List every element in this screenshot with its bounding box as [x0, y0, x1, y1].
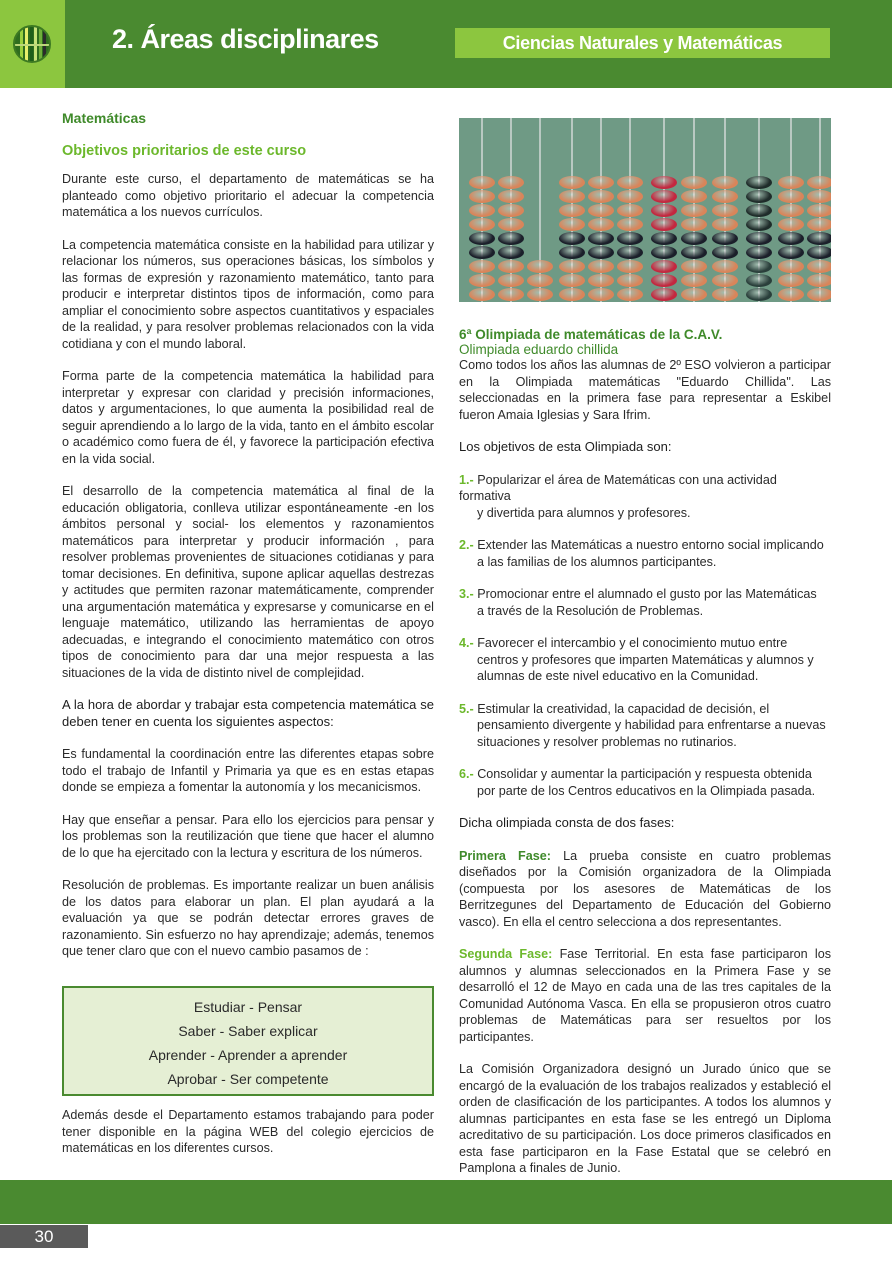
abacus-bead [617, 176, 643, 189]
abacus-bead [746, 176, 772, 189]
abacus-bead [807, 274, 831, 287]
abacus-bead [617, 246, 643, 259]
school-logo-icon [13, 25, 51, 63]
abacus-bead [617, 218, 643, 231]
paragraph: Forma parte de la competencia matemática la habilidad para interpretar y expresar con claridad y precisión informaciones, datos y argumentaciones, lo que aumenta la posibilidad real de seguir aprendiendo a lo largo de la vida, tanto en el ámbito escolar o académico como fuera de él, y favorece la participación efectiva en la vida social. [62, 369, 434, 466]
abacus-bead [712, 288, 738, 301]
abacus-bead [651, 190, 677, 203]
abacus-bead [498, 232, 524, 245]
abacus-bead [617, 288, 643, 301]
box-line: Saber - Saber explicar [178, 1023, 318, 1039]
abacus-bead [469, 176, 495, 189]
abacus-bead [588, 218, 614, 231]
phase-2-paragraph: Segunda Fase: Fase Territorial. En esta fase participaron los alumnos y alumnas seleccionados en la Primera Fase y se desarrolló el 12 de Mayo en cada una de las tres capitales de la Comunidad Autónoma Vasca. En ella se propusieron otros cuatro problemas de Matemáticas para ser resueltos por los participantes. [459, 947, 831, 1044]
objective-number: 3.- [459, 587, 474, 601]
objective-number: 2.- [459, 538, 474, 552]
abacus-bead [469, 246, 495, 259]
abacus-bead [469, 190, 495, 203]
abacus-bead [807, 190, 831, 203]
abacus-bead [617, 274, 643, 287]
objective-item [459, 472, 831, 522]
box-line: Aprobar - Ser competente [167, 1071, 329, 1087]
abacus-bead [559, 246, 585, 259]
footer-band [0, 1180, 892, 1224]
objective-item [459, 537, 831, 570]
abacus-bead [588, 232, 614, 245]
box-line: Aprender - Aprender a aprender [148, 1047, 348, 1063]
abacus-bead [681, 232, 707, 245]
objective-number: 4.- [459, 636, 474, 650]
abacus-bead [681, 176, 707, 189]
objective-text: Favorecer el intercambio y el conocimiento mutuo entre [477, 636, 788, 650]
abacus-bead [559, 288, 585, 301]
objective-item [459, 586, 831, 619]
abacus-bead [712, 176, 738, 189]
objective-item [459, 701, 831, 751]
phase-1-paragraph: Primera Fase: La prueba consiste en cuatro problemas diseñados por la Comisión organizadora de la Olimpiada (compuesta por los asesores de Matemáticas de los Berritzegunes del Departamento de Educación del Gobierno vasco). En ella el centro selecciona a dos representantes. [459, 848, 831, 929]
objective-text-continued: a través de la Resolución de Problemas. [477, 603, 704, 618]
abacus-bead [712, 190, 738, 203]
abacus-bead [498, 218, 524, 231]
abacus-bead [559, 176, 585, 189]
objective-number: 6.- [459, 767, 474, 781]
abacus-bead [778, 274, 804, 287]
abacus-bead [681, 288, 707, 301]
abacus-bead [651, 218, 677, 231]
box-line: Estudiar - Pensar [193, 999, 303, 1015]
paragraph: El desarrollo de la competencia matemática al final de la educación obligatoria, conlleva utilizar espontáneamente -en los ámbitos personal y social- los elementos y razonamientos matemáticos para interpretar y producir información , para resolver problemas provenientes de situaciones cotidianas y para tomar decisiones. En definitiva, supone aplicar aquellas destrezas y actitudes que permiten razonar matemáticamente, comprender una argumentación matemática y expresarse y comunicarse en el lenguaje matemático, utilizando las herramientas de apoyo adecuadas, e integrando el conocimiento matemático con otros tipos de conocimiento para dar una mejor respuesta a las situaciones de la vida de distinto nivel de complejidad. [62, 484, 434, 680]
paragraph: Durante este curso, el departamento de matemáticas se ha planteado como objetivo prioritario el adecuar la competencia matemática a los nuevos currículos. [62, 172, 434, 219]
left-column [62, 110, 434, 960]
abacus-bead [559, 232, 585, 245]
abacus-bead [527, 288, 553, 301]
abacus-bead [807, 218, 831, 231]
abacus-bead [617, 190, 643, 203]
abacus-bead [681, 246, 707, 259]
objective-number: 5.- [459, 701, 474, 716]
abacus-bead [588, 204, 614, 217]
abacus-bead [807, 204, 831, 217]
abacus-bead [527, 274, 553, 287]
abacus-bead [778, 260, 804, 273]
abacus-bead [559, 274, 585, 287]
abacus-bead [681, 190, 707, 203]
olympiad-subtitle: Olimpiada eduardo chillida [459, 342, 619, 357]
abacus-bead [588, 176, 614, 189]
phase-2-label: Segunda Fase: [459, 947, 553, 961]
abacus-bead [588, 274, 614, 287]
abacus-bead [559, 204, 585, 217]
abacus-bead [651, 274, 677, 287]
abacus-bead [617, 232, 643, 245]
abacus-bead [746, 260, 772, 273]
abacus-bead [807, 288, 831, 301]
change-highlight-box [62, 986, 434, 1096]
abacus-bead [681, 260, 707, 273]
abacus-bead [712, 274, 738, 287]
abacus-bead [712, 260, 738, 273]
abacus-bead [778, 204, 804, 217]
abacus-bead [527, 260, 553, 273]
abacus-bead [651, 232, 677, 245]
abacus-bead [498, 246, 524, 259]
abacus-bead [778, 176, 804, 189]
phases-heading: Dicha olimpiada consta de dos fases: [459, 815, 675, 830]
abacus-bead [559, 218, 585, 231]
abacus-bead [746, 246, 772, 259]
abacus-bead [617, 260, 643, 273]
abacus-bead [498, 176, 524, 189]
olympiad-title: 6ª Olimpiada de matemáticas de la C.A.V. [459, 327, 723, 342]
paragraph: La competencia matemática consiste en la habilidad para utilizar y relacionar los números, sus operaciones básicas, los símbolos y las formas de expresión y razonamiento matemático, tanto para producir e interpretar distintos tipos de información, como para ampliar el conocimiento sobre aspectos cuantitativos y espaciales de la realidad, y para resolver problemas relacionados con la vida cotidiana y con el mundo laboral. [62, 237, 434, 351]
objective-text: Extender las Matemáticas a nuestro entorno social implicando [477, 538, 824, 552]
aspect-paragraph: Es fundamental la coordinación entre las diferentes etapas sobre todo el trabajo de Infantil y Primaria ya que es en estas etapas donde se empieza a fomentar la autonomía y los mecanicismos. [62, 747, 434, 794]
objective-text: Consolidar y aumentar la participación y respuesta obtenida [477, 767, 812, 781]
objective-text-continued: por parte de los Centros educativos en la Olimpiada pasada. [477, 783, 816, 798]
aspect-paragraph: Hay que enseñar a pensar. Para ello los ejercicios para pensar y los problemas son la reutilización que tiene que hacer el alumno de lo que ha ejercitado con la lectura y escritura de los números. [62, 812, 434, 860]
abacus-bead [651, 288, 677, 301]
abacus-bead [778, 218, 804, 231]
abacus-bead [712, 204, 738, 217]
abacus-bead [498, 274, 524, 287]
abacus-bead [651, 176, 677, 189]
aspects-intro: A la hora de abordar y trabajar esta competencia matemática se deben tener en cuenta los siguientes aspectos: [62, 697, 434, 729]
abacus-bead [778, 246, 804, 259]
abacus-bead [807, 232, 831, 245]
abacus-bead [469, 204, 495, 217]
abacus-bead [498, 288, 524, 301]
abacus-bead [651, 204, 677, 217]
objectives-heading: Los objetivos de esta Olimpiada son: [459, 439, 672, 454]
objective-text: Promocionar entre el alumnado el gusto por las Matemáticas [477, 587, 817, 601]
objective-text-continued: y divertida para alumnos y profesores. [477, 505, 691, 520]
abacus-bead [498, 260, 524, 273]
abacus-bead [469, 260, 495, 273]
abacus-bead [559, 190, 585, 203]
objective-item [459, 635, 831, 685]
closing-paragraph: Además desde el Departamento estamos trabajando para poder tener disponible en la página WEB del colegio ejercicios de matemáticas en los diferentes cursos. [62, 1108, 434, 1155]
subject-label: Ciencias Naturales y Matemáticas [455, 28, 830, 58]
phase-1-label: Primera Fase: [459, 848, 551, 863]
abacus-bead [746, 232, 772, 245]
abacus-bead [746, 274, 772, 287]
objective-text-continued: a las familias de los alumnos participantes. [477, 554, 717, 569]
section-title: 2. Áreas disciplinares [112, 24, 379, 54]
abacus-bead [778, 288, 804, 301]
abacus-bead [651, 246, 677, 259]
abacus-photo [459, 118, 831, 302]
abacus-bead [681, 204, 707, 217]
abacus-bead [469, 288, 495, 301]
abacus-bead [746, 288, 772, 301]
abacus-bead [588, 190, 614, 203]
abacus-bead [498, 190, 524, 203]
objective-text-continued: centros y profesores que imparten Matemáticas y alumnos y alumnas de este nivel educativo en la Comunidad. [477, 652, 814, 683]
objective-text: Popularizar el área de Matemáticas con una actividad formativa [459, 472, 777, 503]
abacus-bead [588, 246, 614, 259]
abacus-bead [617, 204, 643, 217]
abacus-bead [712, 232, 738, 245]
abacus-bead [807, 246, 831, 259]
abacus-bead [778, 190, 804, 203]
abacus-bead [469, 274, 495, 287]
right-column [459, 327, 831, 1177]
abacus-bead [746, 204, 772, 217]
abacus-bead [588, 288, 614, 301]
abacus-bead [559, 260, 585, 273]
abacus-bead [807, 176, 831, 189]
aspect-paragraph: Resolución de problemas. Es importante realizar un buen análisis de los datos para elaborar un plan. El plan ayudará a la evaluación ya que se podrán detectar errores graves de razonamiento. Sin esfuerzo no hay aprendizaje; además, tenemos que tener claro que con el nuevo cambio pasamos de : [62, 878, 434, 958]
objective-number: 1.- [459, 472, 474, 487]
abacus-bead [681, 218, 707, 231]
objective-text-continued: pensamiento divergente y habilidad para enfrentarse a nuevas situaciones y resolver problemas no rutinarios. [477, 718, 826, 749]
section-heading: Matemáticas [62, 110, 147, 126]
abacus-bead [469, 232, 495, 245]
closing-paragraph: La Comisión Organizadora designó un Jurado único que se encargó de la evaluación de los trabajos realizados y estableció el orden de clasificación de los participantes. A todos los alumnos y alumnas participantes en esta fase se les entregó un Diploma acreditativo de su participación. Los doce primeros clasificados en esta fase participaron en la Fase Estatal que se celebró en Pamplona a finales de Junio. [459, 1062, 831, 1175]
abacus-bead [681, 274, 707, 287]
abacus-bead [651, 260, 677, 273]
abacus-bead [469, 218, 495, 231]
abacus-bead [712, 246, 738, 259]
abacus-bead [778, 232, 804, 245]
objective-item [459, 766, 831, 799]
objective-text: Estimular la creatividad, la capacidad de decisión, el [477, 701, 770, 716]
abacus-bead [498, 204, 524, 217]
abacus-bead [746, 190, 772, 203]
page-number: 30 [0, 1225, 88, 1248]
abacus-bead [588, 260, 614, 273]
olympiad-intro: Como todos los años las alumnas de 2º ESO volvieron a participar en la Olimpiada matemáticas "Eduardo Chillida". Las seleccionadas en la primera fase para representar a Eskibel fueron Amaia Iglesias y Sara Ifrim. [459, 358, 831, 422]
abacus-bead [807, 260, 831, 273]
abacus-bead [712, 218, 738, 231]
abacus-bead [746, 218, 772, 231]
section-subheading: Objetivos prioritarios de este curso [62, 143, 307, 159]
